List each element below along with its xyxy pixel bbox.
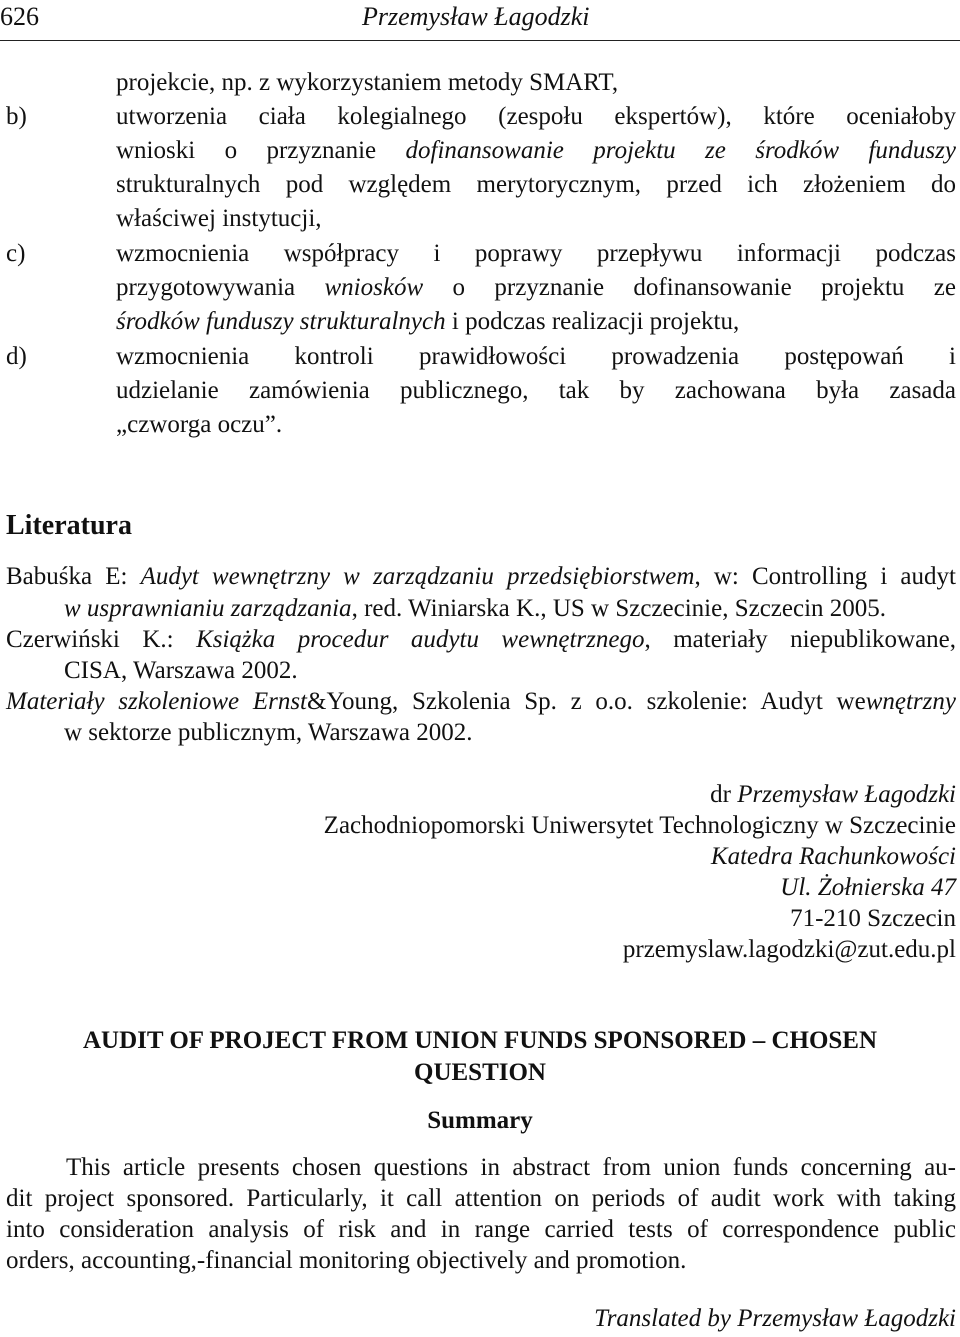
list-item-b-line4: właściwej instytucji, — [116, 205, 322, 232]
reference-3-line2: w sektorze publicznym, Warszawa 2002. — [64, 719, 473, 746]
list-item-a-continuation: projekcie, np. z wykorzystaniem metody SMART, — [116, 69, 619, 96]
list-item-b-line3: strukturalnych pod względem merytorycznym, przed ich złożeniem do — [116, 171, 956, 198]
list-item-d-line1: wzmocnienia kontroli prawidłowości prowadzenia postępowań i — [116, 343, 956, 370]
author-department: Katedra Rachunkowości — [710, 843, 956, 870]
header-rule — [0, 40, 960, 41]
list-item-c-line1: wzmocnienia współpracy i poprawy przepływu informacji podczas — [116, 240, 956, 267]
summary-line2: dit project sponsored. Particularly, it call attention on periods of audit work with taking — [6, 1185, 956, 1212]
reference-1-line1: Babuśka E: Audyt wewnętrzny w zarządzaniu przedsiębiorstwem, w: Controlling i audyt — [6, 563, 956, 590]
translation-credit: Translated by Przemysław Łagodzki — [594, 1305, 956, 1332]
author-name: dr Przemysław Łagodzki — [710, 781, 956, 808]
list-label-d: d) — [6, 343, 27, 370]
bibliography-heading: Literatura — [6, 510, 132, 541]
reference-1-line2: w usprawnianiu zarządzania, red. Winiarska K., US w Szczecinie, Szczecin 2005. — [64, 595, 887, 622]
summary-heading: Summary — [427, 1107, 533, 1134]
english-title-line1: AUDIT OF PROJECT FROM UNION FUNDS SPONSORED – CHOSEN — [82, 1027, 878, 1054]
list-label-b: b) — [6, 103, 27, 130]
summary-line1: This article presents chosen questions in abstract from union funds concerning au- — [66, 1154, 956, 1181]
summary-line4: orders, accounting,-financial monitoring objectively and promotion. — [6, 1247, 687, 1274]
list-item-b-line1: utworzenia ciała kolegialnego (zespołu ekspertów), które oceniałoby — [116, 103, 956, 130]
author-city: 71-210 Szczecin — [790, 905, 956, 932]
reference-2-line2: CISA, Warszawa 2002. — [64, 657, 298, 684]
running-head: Przemysław Łagodzki — [362, 2, 590, 31]
english-title-line2: QUESTION — [414, 1059, 546, 1086]
list-item-c-line3: środków funduszy strukturalnych i podczas realizacji projektu, — [116, 308, 740, 335]
list-item-d-line2: udzielanie zamówienia publicznego, tak by zachowana była zasada — [116, 377, 956, 404]
page-number: 626 — [0, 2, 39, 31]
author-university: Zachodniopomorski Uniwersytet Technologiczny w Szczecinie — [323, 812, 956, 839]
reference-3-line1: Materiały szkoleniowe Ernst&Young, Szkolenia Sp. z o.o. szkolenie: Audyt wewnętrzny — [6, 688, 956, 715]
list-label-c: c) — [6, 240, 26, 267]
summary-line3: into consideration analysis of risk and in range carried tests of correspondence public — [6, 1216, 956, 1243]
list-item-c-line2: przygotowywania wniosków o przyznanie dofinansowanie projektu ze — [116, 274, 956, 301]
reference-2-line1: Czerwiński K.: Książka procedur audytu wewnętrznego, materiały niepublikowane, — [6, 626, 957, 653]
author-email: przemyslaw.lagodzki@zut.edu.pl — [622, 936, 956, 963]
list-item-b-line2: wnioski o przyznanie dofinansowanie projektu ze środków funduszy — [116, 137, 956, 164]
author-street: Ul. Żołnierska 47 — [780, 874, 956, 901]
list-item-d-line3: „czworga oczu”. — [116, 411, 283, 438]
